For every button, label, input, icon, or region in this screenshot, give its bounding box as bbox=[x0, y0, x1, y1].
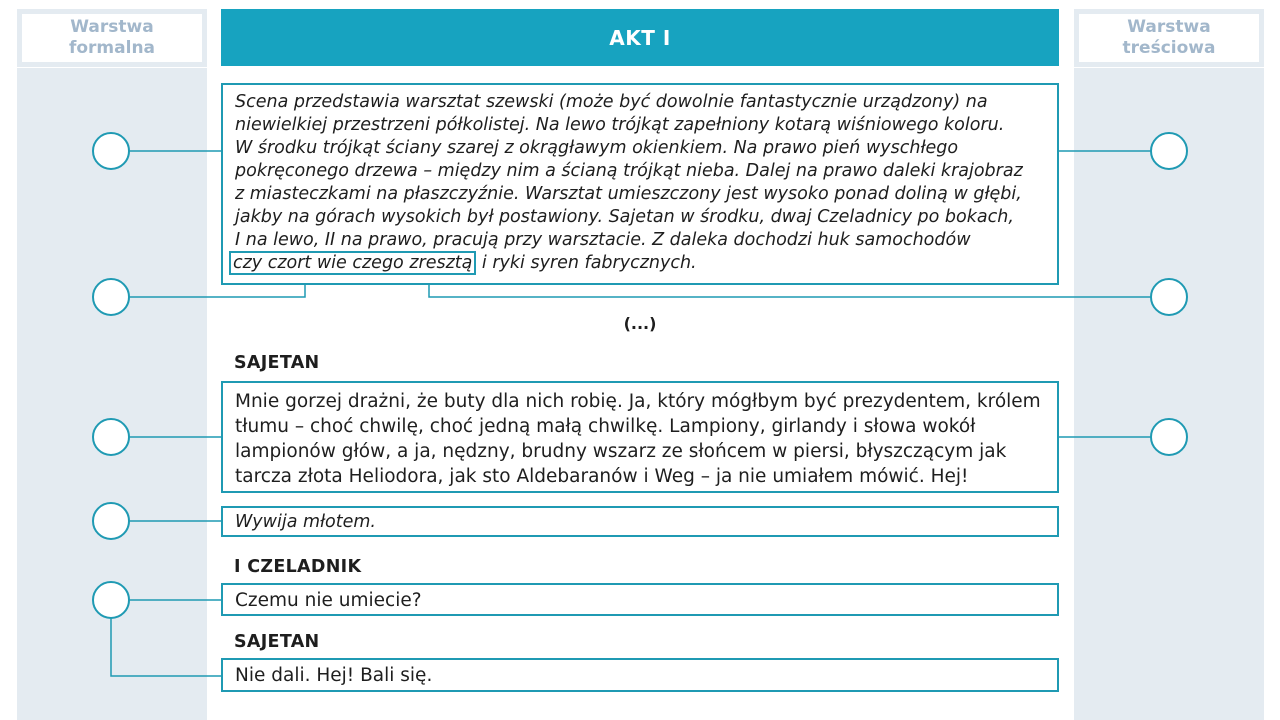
stage-line: W środku trójkąt ściany szarej z okrągławym okienkiem. Na prawo pień wyschłego bbox=[235, 138, 959, 158]
speech-box bbox=[221, 381, 1059, 493]
stage-direction-text: Wywija młotem. bbox=[235, 512, 376, 532]
act-title: AKT I bbox=[221, 9, 1059, 66]
speech-text: Nie dali. Hej! Bali się. bbox=[235, 665, 433, 686]
connector-line bbox=[111, 618, 221, 676]
formal-node-circle bbox=[93, 582, 129, 618]
stage-line-last bbox=[235, 252, 1045, 275]
stage-line: jakby na górach wysokich był postawiony. Sajetan w środku, dwaj Czeladnicy po bokach, bbox=[235, 207, 1014, 227]
speech-line: lampionów głów, a ja, nędzny, brudny wszarz ze słońcem w piersi, błyszczącym jak bbox=[235, 441, 1007, 462]
stage-direction-box bbox=[221, 83, 1059, 285]
formal-node-circle bbox=[93, 503, 129, 539]
formal-node-circle bbox=[93, 419, 129, 455]
ellipsis: (...) bbox=[623, 314, 657, 333]
content-node-circle bbox=[1151, 419, 1187, 455]
content-node-circle bbox=[1151, 133, 1187, 169]
content-node-circle bbox=[1151, 279, 1187, 315]
speech-line: tarcza złota Heliodora, jak sto Aldebaranów i Weg – ja nie umiałem mówić. Hej! bbox=[235, 466, 969, 487]
highlighted-phrase: czy czort wie czego zresztą bbox=[229, 251, 476, 275]
stage-line: I na lewo, II na prawo, pracują przy warsztacie. Z daleka dochodzi huk samochodów bbox=[235, 230, 971, 250]
speech-box-2 bbox=[221, 583, 1059, 616]
speech-text: Czemu nie umiecie? bbox=[235, 590, 422, 611]
formal-layer-label: Warstwa formalna bbox=[22, 14, 202, 62]
content-layer-label: Warstwa treściowa bbox=[1079, 14, 1259, 62]
speaker-sajetan-2: SAJETAN bbox=[234, 632, 320, 652]
stage-line: Scena przedstawia warsztat szewski (może być dowolnie fantastycznie urządzony) na bbox=[235, 92, 988, 112]
formal-node-circle bbox=[93, 279, 129, 315]
speech-line: Mnie gorzej drażni, że buty dla nich robię. Ja, który mógłbym być prezydentem, królem bbox=[235, 391, 1041, 412]
formal-node-circle bbox=[93, 133, 129, 169]
stage-line-rest: i ryki syren fabrycznych. bbox=[476, 253, 697, 273]
speech-box-3 bbox=[221, 658, 1059, 692]
stage-line: pokręconego drzewa – między nim a ścianą trójkąt nieba. Dalej na prawo daleki krajobraz bbox=[235, 161, 1023, 181]
speech-line: tłumu – choć chwilę, choć jedną małą chwilkę. Lampiony, girlandy i słowa wokół bbox=[235, 416, 976, 437]
stage-line: z miasteczkami na płaszczyźnie. Warsztat umieszczony jest wysoko ponad doliną w głębi, bbox=[235, 184, 1022, 204]
stage-line: niewielkiej przestrzeni półkolistej. Na lewo trójkąt zapełniony kotarą wiśniowego koloru. bbox=[235, 115, 1005, 135]
speaker-czeladnik: I CZELADNIK bbox=[234, 557, 362, 577]
stage-direction-box-2 bbox=[221, 506, 1059, 537]
speaker-sajetan: SAJETAN bbox=[234, 353, 320, 373]
